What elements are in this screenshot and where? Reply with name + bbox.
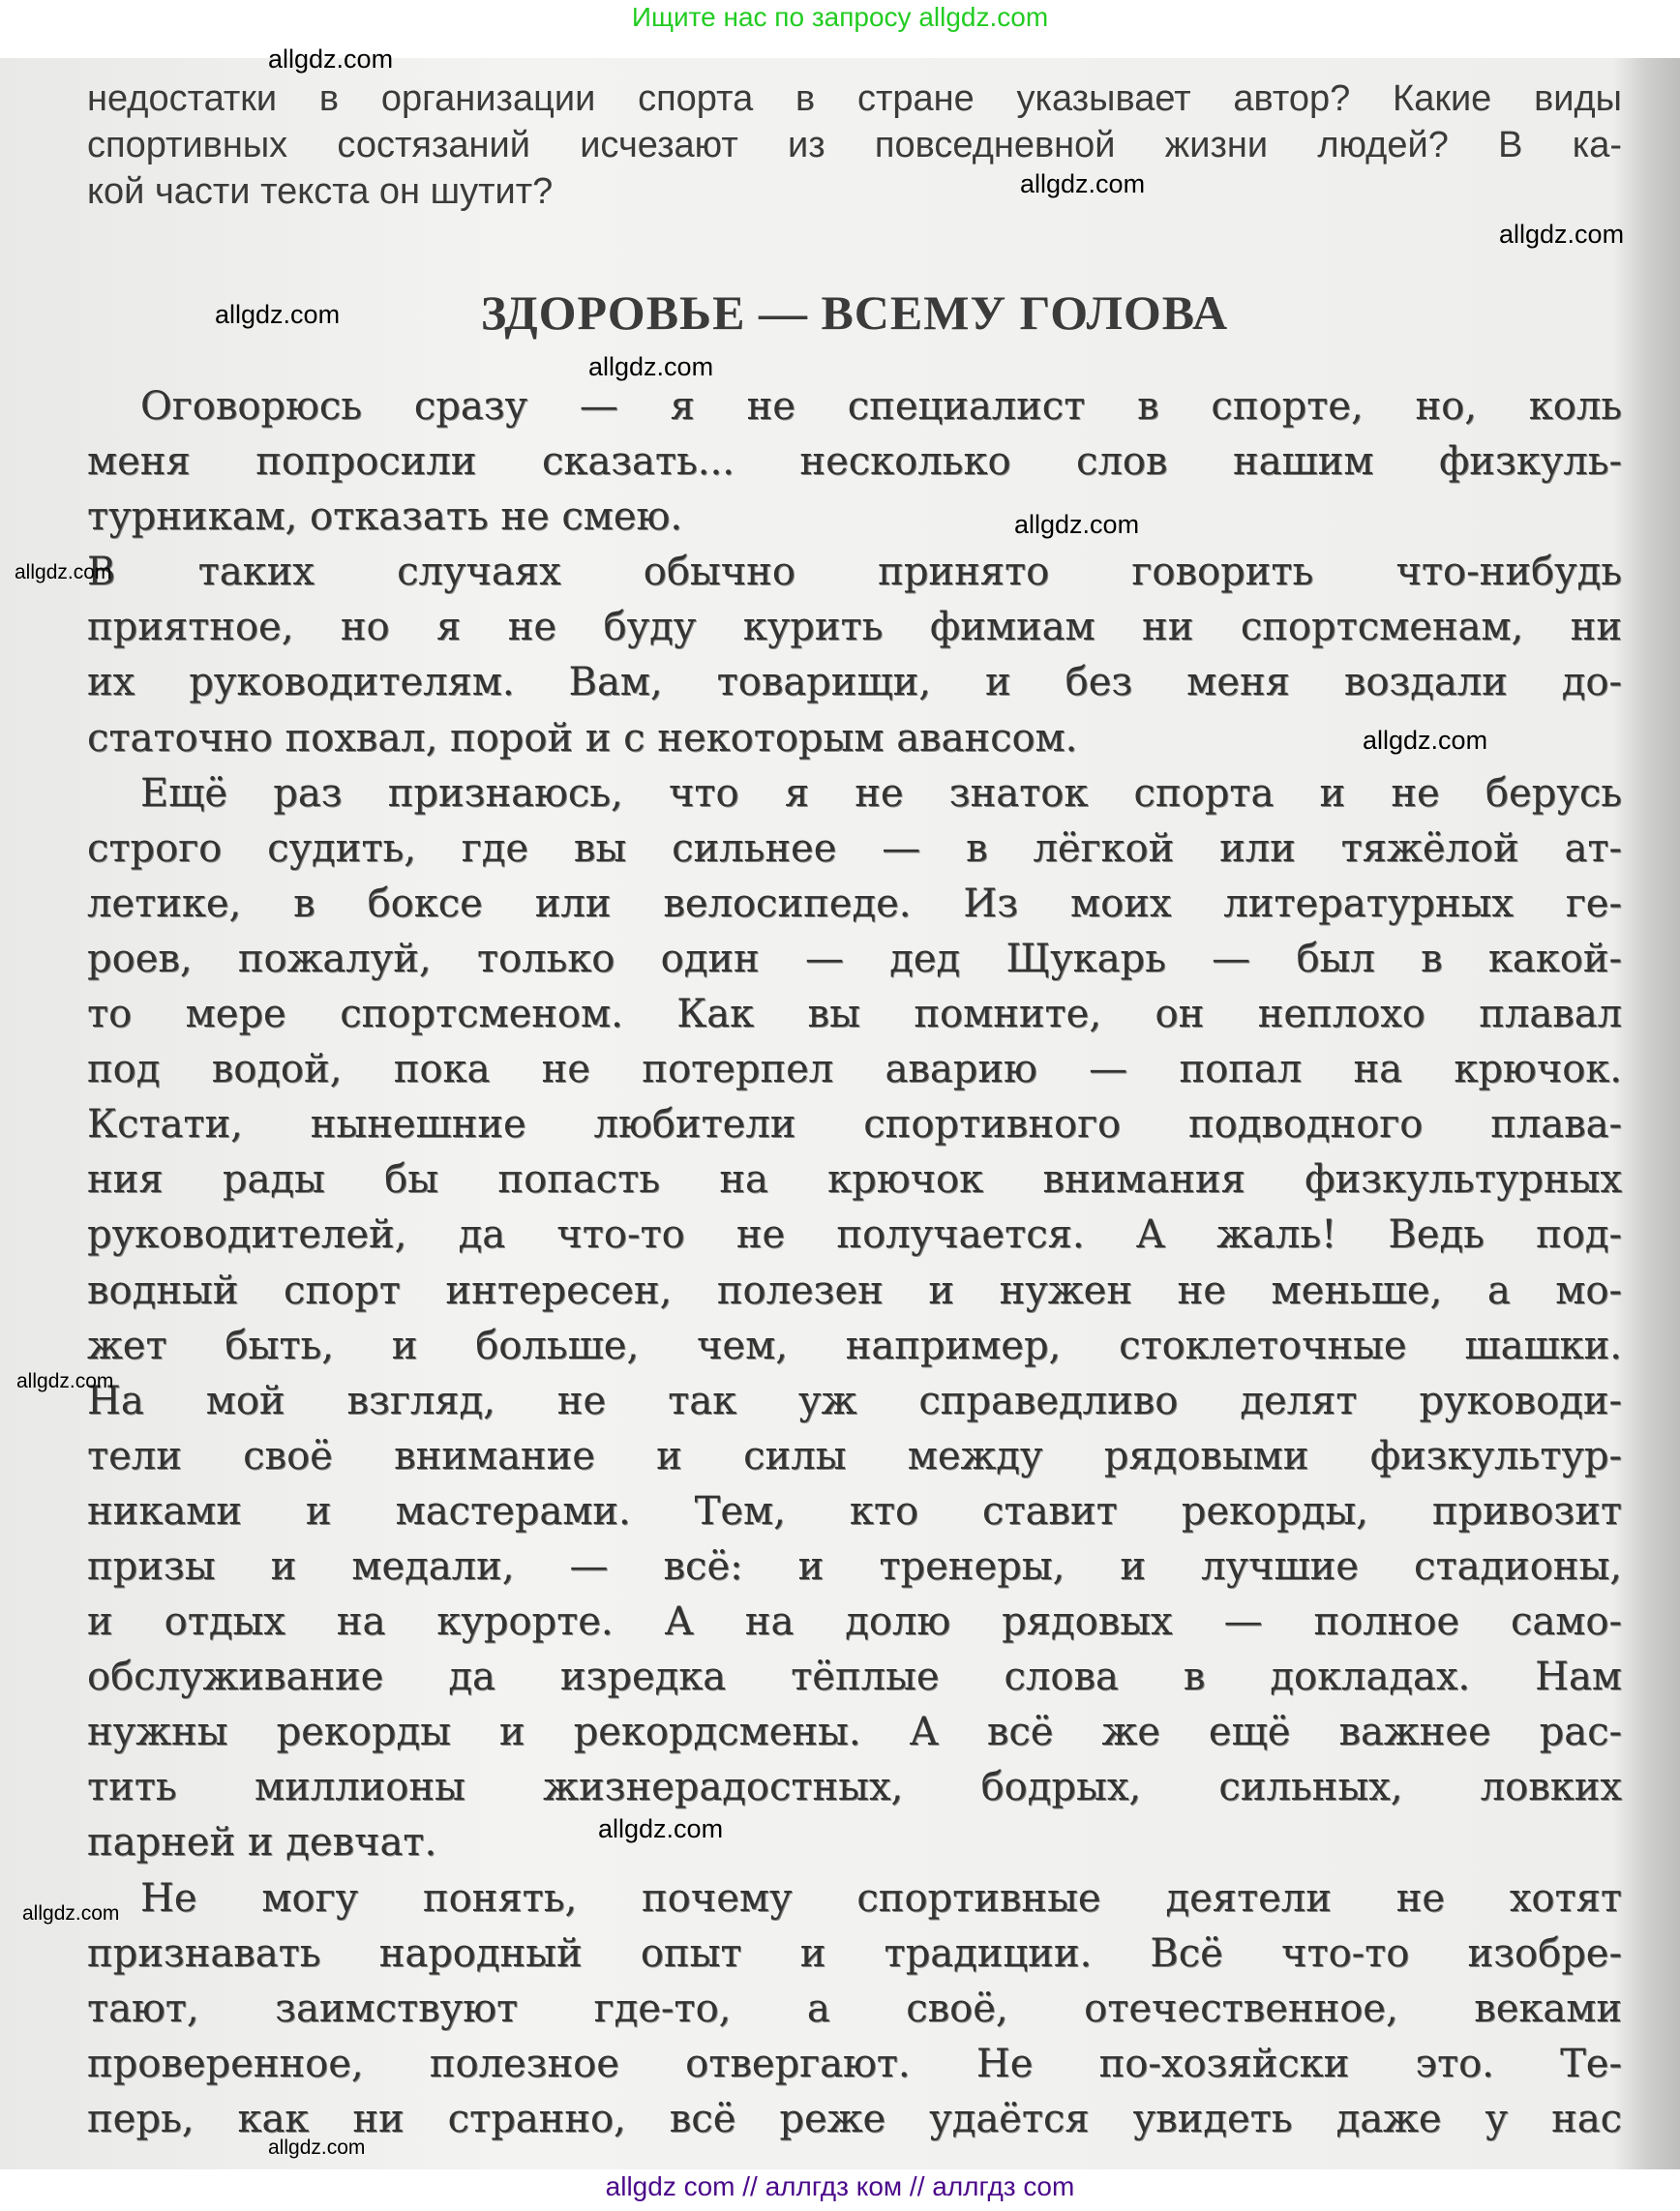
watermark: allgdz.com xyxy=(215,300,341,329)
text-line: тели своё внимание и силы между рядовыми физкультур- xyxy=(87,1433,1622,1479)
watermark: allgdz.com xyxy=(1499,220,1625,249)
text-line: их руководителям. Вам, товарищи, и без меня воздали до- xyxy=(87,660,1622,705)
question-line: кой части текста он шутит? xyxy=(87,171,554,212)
text-line: нужны рекорды и рекордсмены. А всё же ещё важнее рас- xyxy=(87,1710,1622,1755)
text-line: роев, пожалуй, только один — дед Щукарь — был в какой- xyxy=(87,936,1622,981)
text-line: турникам, отказать не смею. xyxy=(87,494,683,540)
question-line: недостатки в организации спорта в стране указывает автор? Какие виды xyxy=(87,78,1622,119)
text-line: признавать народный опыт и традиции. Всё что-то изобре- xyxy=(87,1930,1622,1976)
text-line: обслуживание да изредка тёплые слова в докладах. Нам xyxy=(87,1655,1622,1700)
watermark: allgdz.com xyxy=(268,2136,366,2159)
text-line: водный спорт интересен, полезен и нужен не меньше, а мо- xyxy=(87,1268,1622,1313)
text-line: ния рады бы попасть на крючок внимания физкультурных xyxy=(87,1157,1622,1203)
text-line: и отдых на курорте. А на долю рядовых — полное само- xyxy=(87,1599,1622,1645)
text-line: Оговорюсь сразу — я не специалист в спорте, но, коль xyxy=(140,384,1622,429)
text-line: жет быть, и больше, чем, например, стоклеточные шашки. xyxy=(87,1323,1622,1368)
text-line: приятное, но я не буду курить фимиам ни спортсменам, ни xyxy=(87,605,1622,650)
watermark: allgdz.com xyxy=(16,1370,114,1392)
text-line: меня попросили сказать... несколько слов нашим физкуль- xyxy=(87,439,1622,485)
text-line: тают, заимствуют где-то, а своё, отечественное, веками xyxy=(87,1986,1622,2031)
text-line: В таких случаях обычно принято говорить что-нибудь xyxy=(87,550,1622,595)
text-line: летике, в боксе или велосипеде. Из моих литературных ге- xyxy=(87,881,1622,926)
question-line: спортивных состязаний исчезают из повседневной жизни людей? В ка- xyxy=(87,125,1622,165)
section-heading: ЗДОРОВЬЕ — ВСЕМУ ГОЛОВА xyxy=(480,285,1229,340)
watermark: allgdz.com xyxy=(268,45,394,74)
text-line: проверенное, полезное отвергают. Не по-хозяйски это. Те- xyxy=(87,2041,1622,2086)
text-line: то мере спортсменом. Как вы помните, он неплохо плавал xyxy=(87,992,1622,1037)
text-line: Не могу понять, почему спортивные деятели не хотят xyxy=(140,1875,1622,1921)
text-line: под водой, пока не потерпел аварию — попал на крючок. xyxy=(87,1047,1622,1092)
text-line: статочно похвал, порой и с некоторым авансом. xyxy=(87,715,1078,761)
watermark: allgdz.com xyxy=(1014,510,1140,539)
text-line: Кстати, нынешние любители спортивного подводного плава- xyxy=(87,1102,1622,1148)
text-line: тить миллионы жизнерадостных, бодрых, сильных, ловких xyxy=(87,1765,1622,1810)
bottom-banner[interactable]: allgdz com // аллгдз ком // аллгдз com xyxy=(605,2171,1075,2201)
watermark: allgdz.com xyxy=(588,352,714,381)
text-line: перь, как ни странно, всё реже удаётся увидеть даже у нас xyxy=(87,2096,1622,2141)
watermark: allgdz.com xyxy=(15,561,112,583)
watermark: allgdz.com xyxy=(1363,726,1488,755)
watermark: allgdz.com xyxy=(22,1902,120,1925)
text-line: никами и мастерами. Тем, кто ставит рекорды, привозит xyxy=(87,1488,1622,1534)
top-banner[interactable]: Ищите нас по запросу allgdz.com xyxy=(631,2,1049,32)
watermark: allgdz.com xyxy=(598,1814,724,1843)
text-line: Ещё раз признаюсь, что я не знаток спорта и не берусь xyxy=(140,770,1622,816)
watermark: allgdz.com xyxy=(1020,169,1146,198)
text-line: призы и медали, — всё: и тренеры, и лучшие стадионы, xyxy=(87,1543,1622,1589)
text-line: На мой взгляд, не так уж справедливо делят руководи- xyxy=(87,1378,1622,1423)
text-line: строго судить, где вы сильнее — в лёгкой или тяжёлой ат- xyxy=(87,825,1622,871)
text-line: руководителей, да что-то не получается. А жаль! Ведь под- xyxy=(87,1212,1622,1258)
text-line: парней и девчат. xyxy=(87,1820,437,1866)
article-body xyxy=(87,379,1622,2147)
